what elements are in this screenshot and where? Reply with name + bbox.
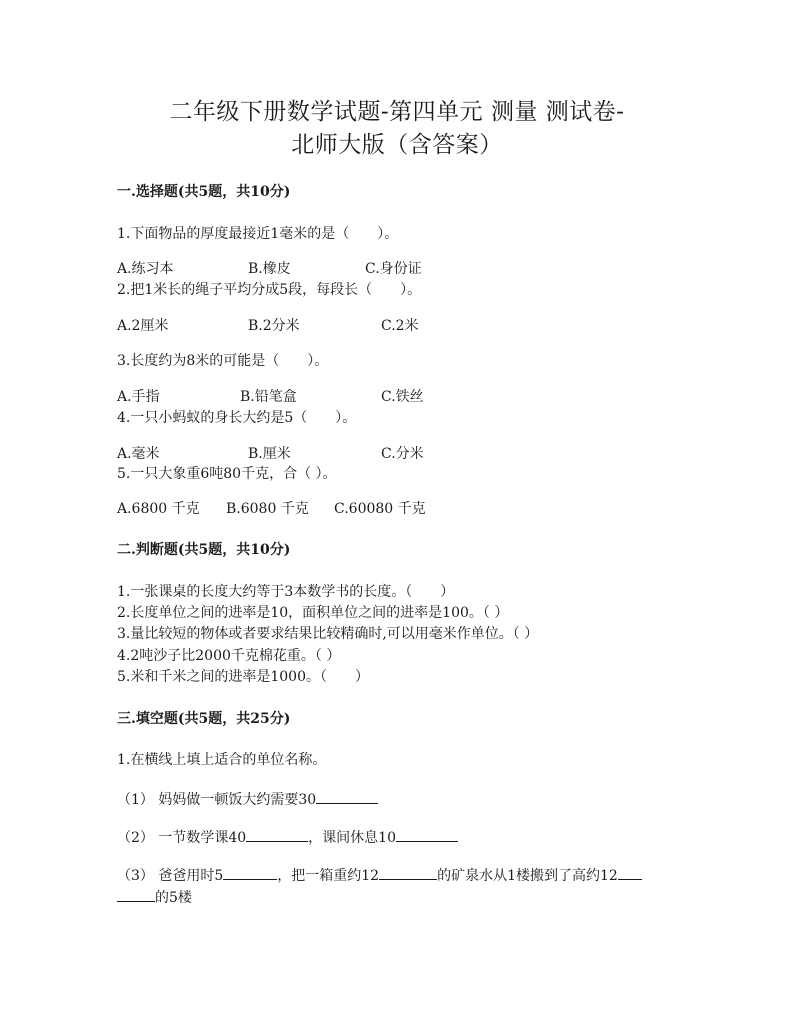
section-heading-fill: 三.填空题(共5题，共25分): [117, 711, 291, 727]
judgement-item: 1.一张课桌的长度大约等于3本数学书的长度。（ ）: [117, 584, 455, 600]
judgement-item: 3.量比较短的物体或者要求结果比较精确时,可以用毫米作单位。（ ）: [117, 626, 539, 642]
fill-item: [117, 828, 458, 847]
answer-blank[interactable]: [379, 866, 437, 880]
option-c: C.2米: [381, 318, 419, 334]
answer-blank[interactable]: [316, 790, 378, 804]
option-a: A.6800 千克: [117, 501, 200, 517]
question-stem: 3.长度约为8米的可能是（ ）。: [117, 353, 329, 369]
question-stem: 1.下面物品的厚度最接近1毫米的是（ ）。: [117, 226, 399, 242]
judgement-item: 5.米和千米之间的进率是1000。（ ）: [117, 669, 369, 685]
question-stem: 1.在横线上填上适合的单位名称。: [117, 752, 327, 768]
fill-item-continuation: [117, 888, 192, 907]
option-c: C.铁丝: [381, 389, 424, 405]
section-heading-choice: 一.选择题(共5题，共10分): [117, 184, 291, 200]
option-b: B.2分米: [248, 318, 300, 334]
option-b: B.铅笔盒: [240, 389, 297, 405]
fill-item-text: 的矿泉水从1楼搬到了高约12: [437, 868, 618, 884]
title-line-2: 北师大版（含答案）: [291, 132, 503, 158]
section-heading-judgement: 二.判断题(共5题，共10分): [117, 542, 291, 558]
option-a: A.练习本: [117, 261, 174, 277]
option-a: A.2厘米: [117, 318, 169, 334]
fill-item: [117, 790, 378, 809]
judgement-item: 4.2吨沙子比2000千克棉花重。（ ）: [117, 648, 341, 664]
fill-item: [117, 866, 642, 885]
fill-item-text: （1） 妈妈做一顿饭大约需要30: [117, 792, 317, 808]
option-c: C.60080 千克: [334, 501, 426, 517]
title-line-1: 二年级下册数学试题-第四单元 测量 测试卷-: [169, 99, 625, 125]
fill-item-text: （3） 爸爸用时5: [117, 868, 224, 884]
answer-blank[interactable]: [223, 866, 277, 880]
fill-item-text: ，把一箱重约12: [277, 868, 380, 884]
judgement-item: 2.长度单位之间的进率是10，面积单位之间的进率是100。（ ）: [117, 605, 509, 621]
answer-blank[interactable]: [618, 866, 642, 880]
option-c: C.身份证: [365, 261, 422, 277]
question-stem: 2.把1米长的绳子平均分成5段，每段长（ ）。: [117, 282, 422, 298]
answer-blank[interactable]: [396, 828, 458, 842]
option-b: B.6080 千克: [226, 501, 309, 517]
question-stem: 5.一只大象重6吨80千克，合（ ）。: [117, 466, 337, 482]
answer-blank[interactable]: [117, 888, 155, 902]
option-a: A.毫米: [117, 446, 160, 462]
answer-blank[interactable]: [246, 828, 308, 842]
option-a: A.手指: [117, 389, 160, 405]
option-b: B.橡皮: [248, 261, 291, 277]
fill-item-text: ，课间休息10: [308, 830, 396, 846]
question-stem: 4.一只小蚂蚁的身长大约是5（ ）。: [117, 410, 357, 426]
option-b: B.厘米: [248, 446, 291, 462]
fill-item-text: 的5楼: [155, 890, 192, 906]
fill-item-text: （2） 一节数学课40: [117, 830, 247, 846]
option-c: C.分米: [381, 446, 424, 462]
